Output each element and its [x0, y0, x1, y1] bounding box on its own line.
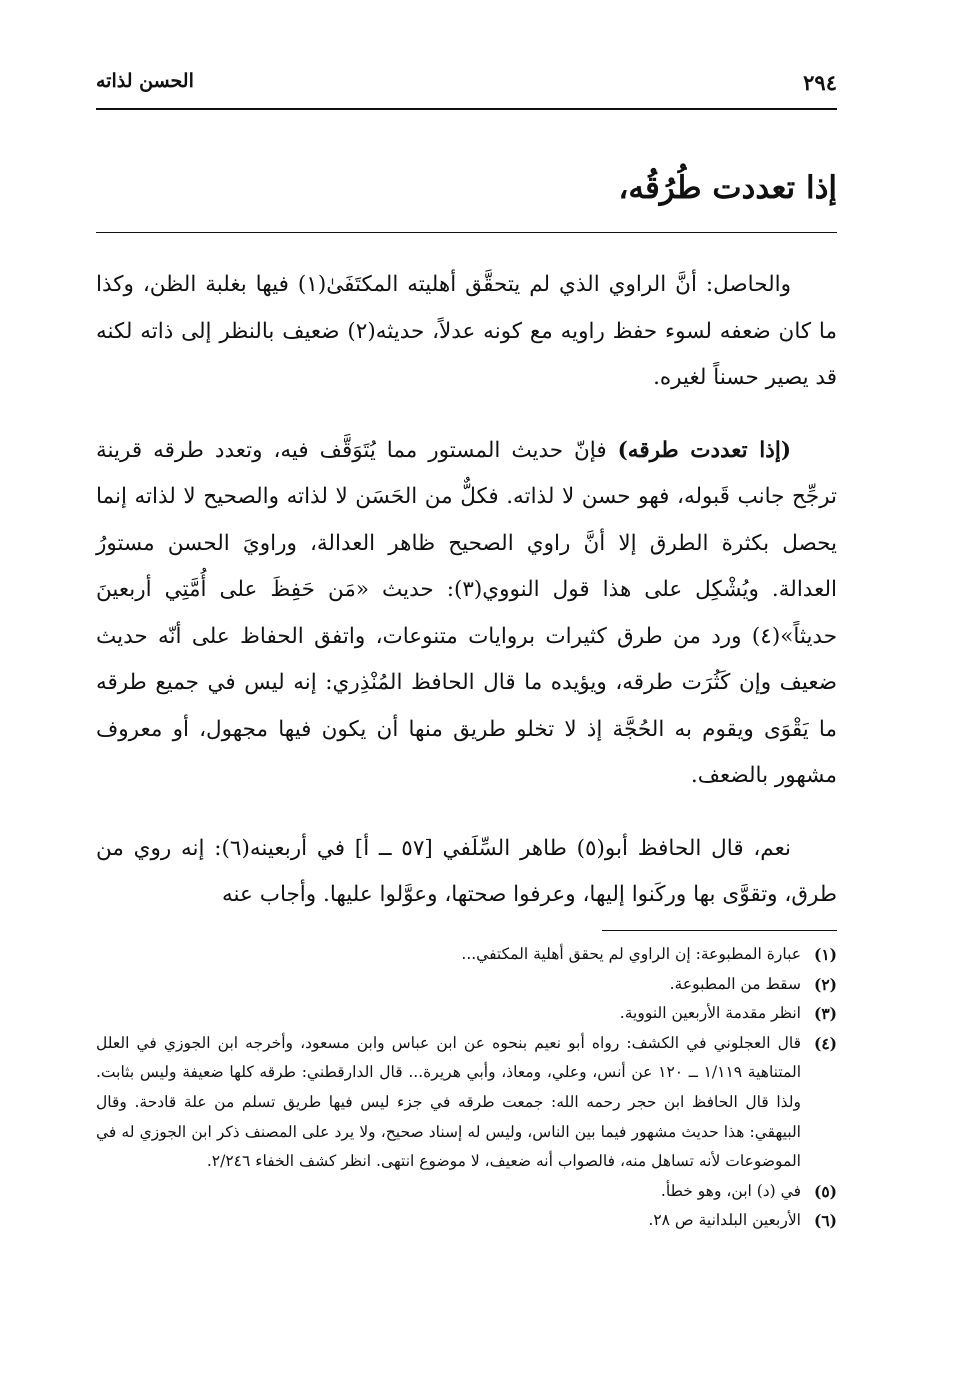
main-text — [96, 262, 837, 945]
footnote-text: عبارة المطبوعة: إن الراوي لم يحقق أهلية المكتفي... — [461, 945, 801, 963]
footnote-number: (٥) — [813, 1181, 837, 1201]
footnote-text: الأربعين البلدانية ص ٢٨. — [648, 1211, 801, 1230]
paragraph-text: نعم، قال الحافظ أبو(٥) طاهر السِّلَفي [٥٧ ــ أ] في أربعينه(٦): إنه روي من طرق، وتقوَّى بها وركَنوا إليها، وعرفوا صحتها، وعوَّلوا عليها. وأجاب عنه — [96, 835, 837, 907]
paragraph — [96, 826, 837, 919]
section-title: إذا تعددت طُرُقُه، — [618, 170, 837, 206]
footnote — [96, 970, 837, 1000]
footnote-text: قال العجلوني في الكشف: رواه أبو نعيم بنحوه عن ابن عباس وابن مسعود، وأخرجه ابن الجوزي في العلل المتناهية ١/١١٩ ــ ١٢٠ عن أنس، وعلي، ومعاذ، وأبي هريرة... قال الدارقطني: طرقه كلها ضعيفة وليس بثابت. ولذا قال الحافظ ابن حجر رحمه الله: جمعت طرقه في جزء ليس فيها طريق تسلم من علة قادحة. وقال البيهقي: هذا حديث مشهور فيما بين الناس، وليس له إسناد صحيح، ولا يرد على المصنف ذكر ابن الجوزي له في الموضوعات لأنه تساهل منه، فالصواب أنه ضعيف، لا موضوع انتهى. انظر كشف الخفاء ٢/٢٤٦. — [96, 1033, 802, 1171]
footnote-text: انظر مقدمة الأربعين النووية. — [619, 1004, 801, 1023]
footnote — [96, 940, 837, 970]
title-rule — [96, 232, 837, 233]
header-rule — [96, 108, 837, 110]
paragraph-lead: (إذا تعددت طرقه) — [617, 437, 791, 463]
paragraph — [96, 428, 837, 800]
page-number: ٢٩٤ — [803, 70, 837, 95]
book-page — [96, 0, 837, 1384]
footnote-number: (٤) — [813, 1033, 837, 1053]
footnote — [96, 999, 837, 1029]
paragraph-text: فإنّ حديث المستور مما يُتَوَقَّف فيه، وتعدد طرقه قرينة ترجِّح جانب قَبوله، فهو حسن لا لذاته. فكلٌّ من الحَسَن لا لذاته والصحيح لا لذاته إنما يحصل بكثرة الطرق إلا أنَّ راوي الصحيح ظاهر العدالة، وراويَ الحسن مستورُ العدالة. ويُشْكِل على هذا قول النووي(٣): حديث «مَن حَفِظَ على أُمَّتِي أربعينَ حديثاً»(٤) ورد من طرق كثيرات بروايات متنوعات، واتفق الحفاظ على أنّه حديث ضعيف وإن كَثُرَت طرقه، ويؤيده ما قال الحافظ المُنْذِري: إنه ليس في جميع طرقه ما يَقْوَى ويقوم به الحُجَّة إذ لا تخلو طريق منها أن يكون فيها مجهول، أو معروف مشهور بالضعف. — [96, 437, 837, 788]
footnote — [96, 1177, 837, 1207]
footnote — [96, 1029, 837, 1177]
footnote-number: (١) — [813, 945, 837, 964]
footnote-number: (٦) — [813, 1211, 837, 1231]
paragraph-text: والحاصل: أنَّ الراوي الذي لم يتحقَّق أهليته المكتَفَىٰ(١) فيها بغلبة الظن، وكذا ما كان ضعفه لسوء حفظ راويه مع كونه عدلاً، حديثه(٢) ضعيف بالنظر إلى ذاته لكنه قد يصير حسناً لغيره. — [96, 272, 837, 390]
footnotes — [96, 940, 837, 1236]
footnote-number: (٢) — [813, 974, 837, 994]
footnote — [96, 1206, 837, 1236]
running-head — [96, 70, 837, 106]
paragraph — [96, 262, 837, 402]
running-title: الحسن لذاته — [96, 70, 194, 92]
footnote-text: في (د) ابن، وهو خطأ. — [660, 1181, 801, 1200]
footnote-rule — [602, 930, 837, 931]
footnote-text: سقط من المطبوعة. — [669, 974, 801, 993]
footnote-number: (٣) — [813, 1004, 837, 1024]
